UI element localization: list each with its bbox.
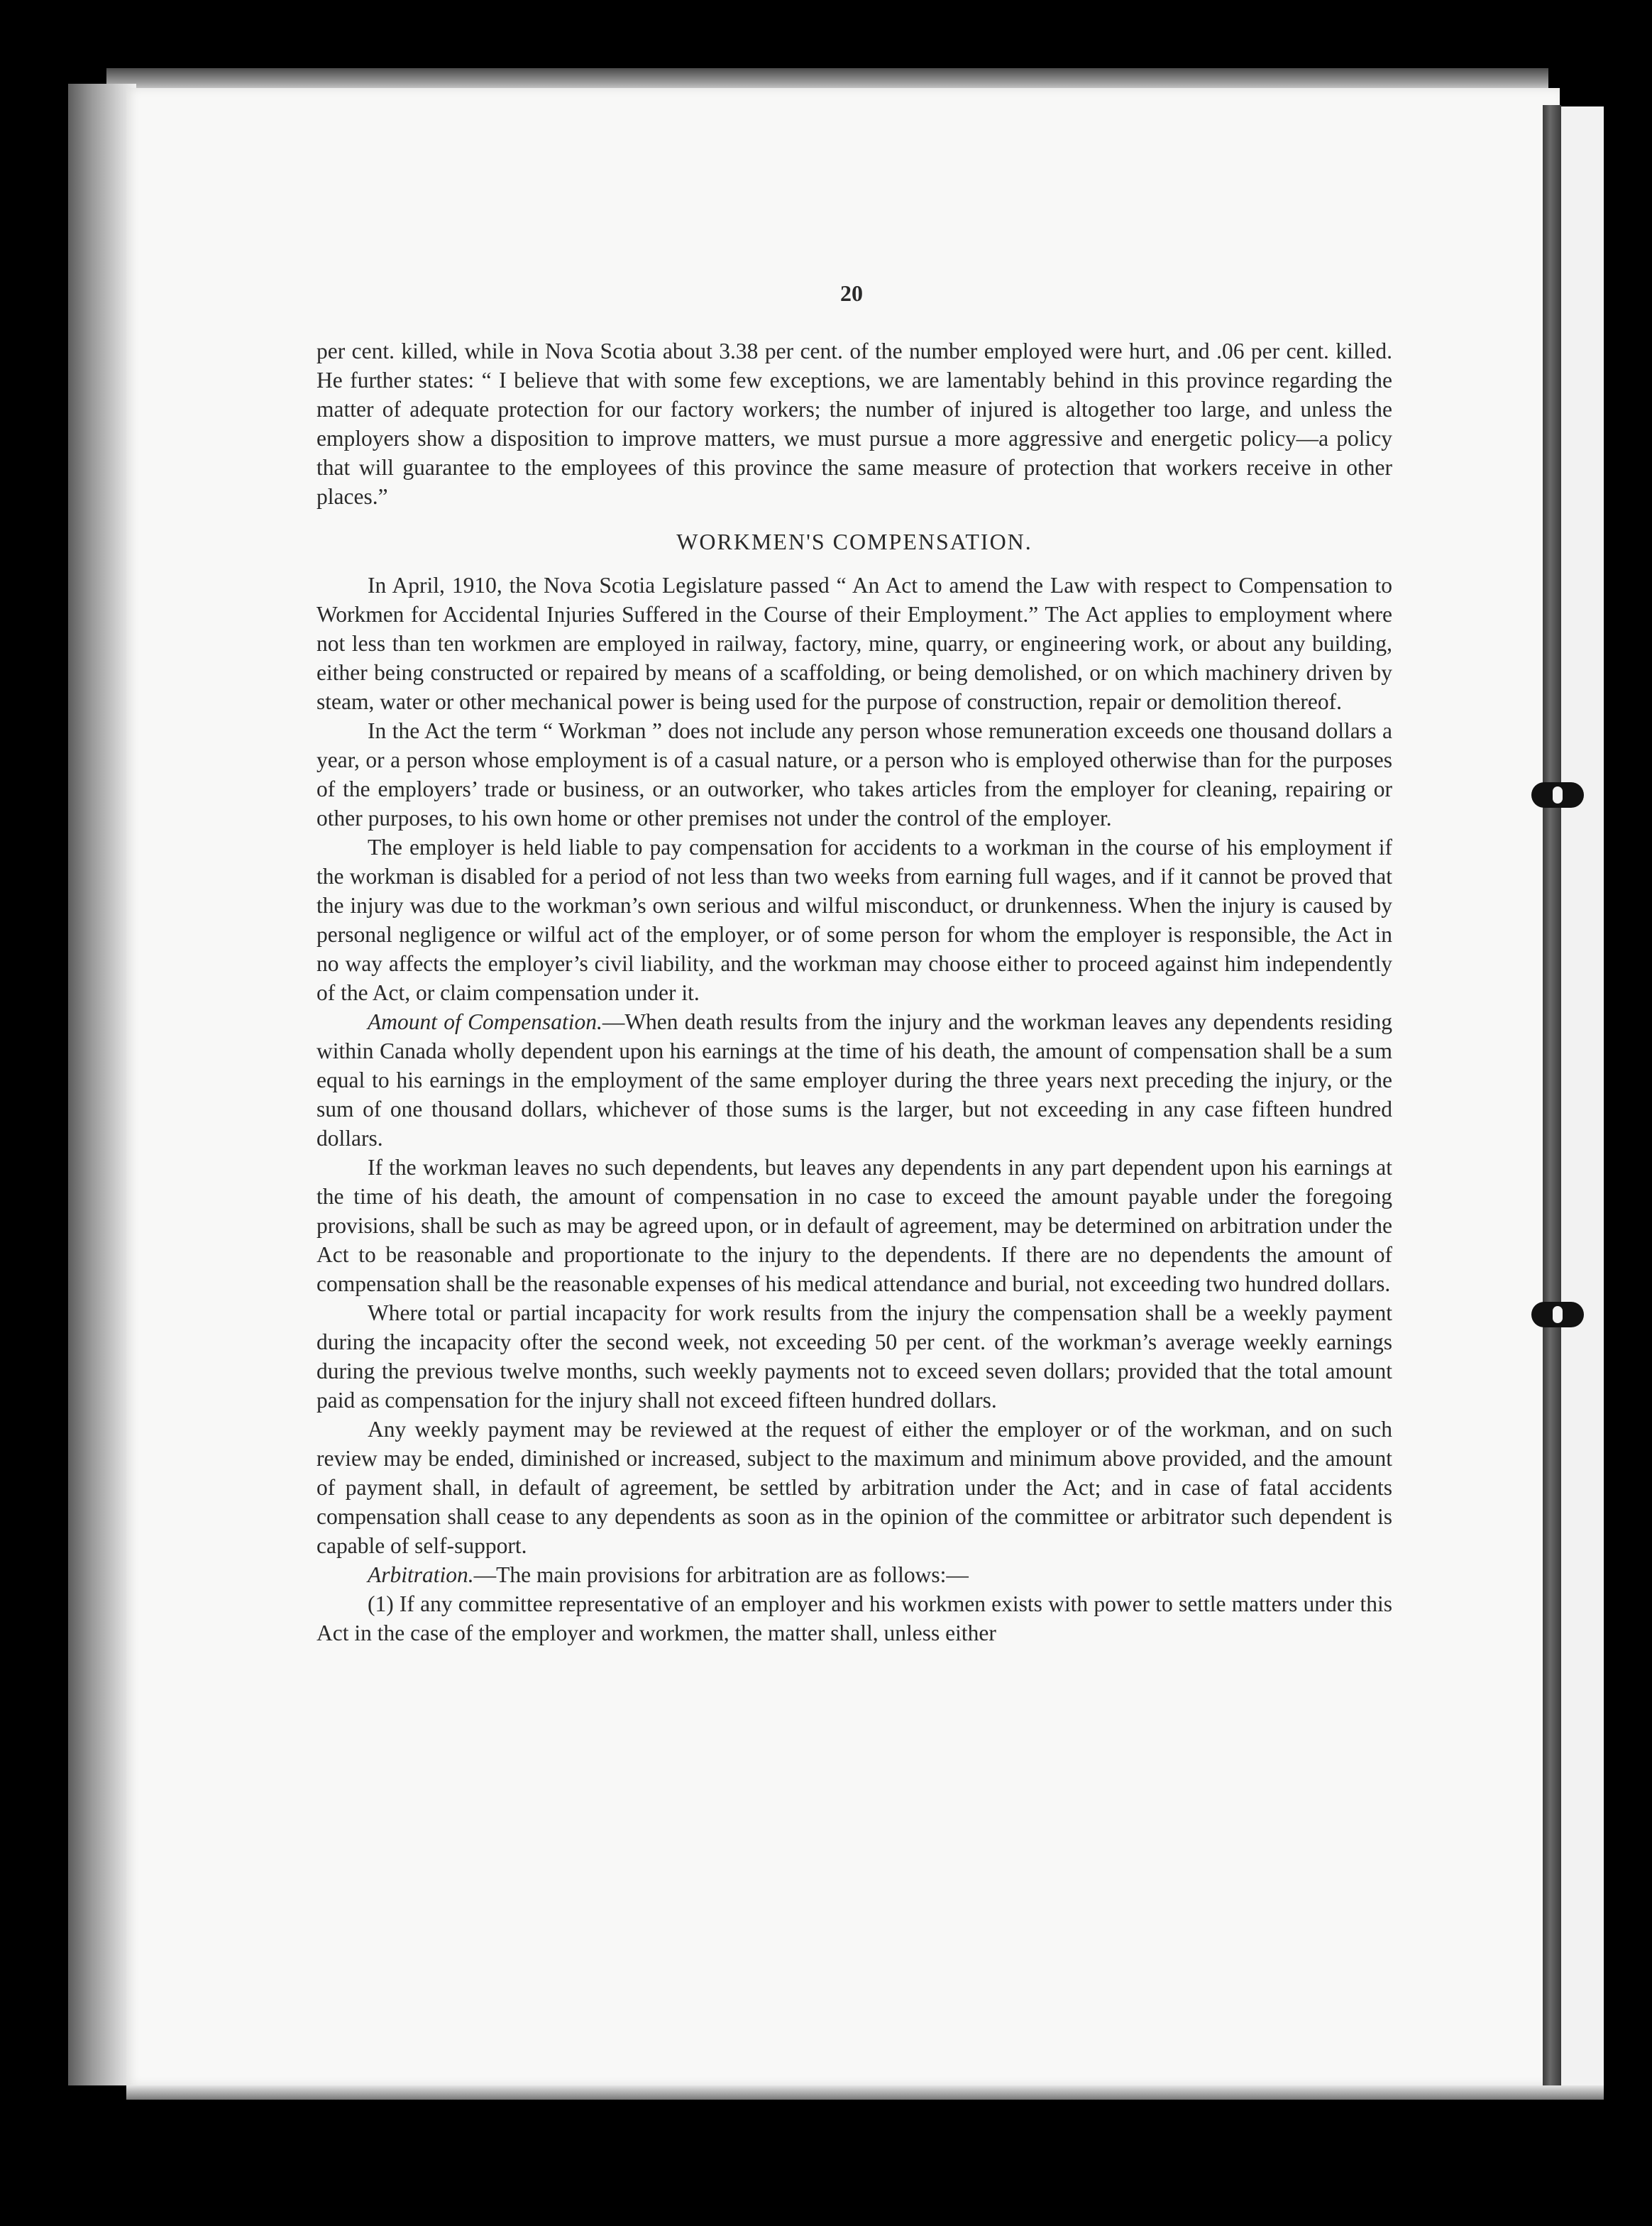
section-heading: WORKMEN'S COMPENSATION. [676,529,1032,554]
paragraph-text: Where total or partial incapacity for work results from the injury the compensation shall be a weekly payment during the incapacity ofter the second week, not exceeding 50 per cent. of the workman’s average weekly earnings during the previous twelve months, such weekly payments not to exceed seven dollars; provided that the total amount paid as compensation for the injury shall not exceed fifteen hundred dollars. [316,1300,1392,1413]
body-paragraph [316,716,1392,833]
paragraph-text: In April, 1910, the Nova Scotia Legislature passed “ An Act to amend the Law with respect to Compensation to Workmen for Accidental Injuries Suffered in the Course of their Employment.” The Act applies to employment where not less than ten workmen are employed in railway, factory, mine, quarry, or engineering work, or about any building, either being constructed or repaired by means of a scaffolding, or being demolished, or on which machinery driven by steam, water or other mechanical power is being used for the purpose of construction, repair or demolition thereof. [316,573,1392,714]
body-paragraph [316,833,1392,1007]
binder-ring-icon [1531,1302,1584,1327]
binder-spine [1543,105,1561,2085]
paragraph-lead: Amount of Compensation. [368,1009,602,1034]
paragraph-lead: Arbitration. [368,1562,474,1587]
body-paragraph [316,1560,1392,1589]
page-bottom-edge [126,2085,1604,2100]
body-paragraph [316,1589,1392,1647]
body-paragraph [316,1153,1392,1298]
paragraph-text: If the workman leaves no such dependents, but leaves any dependents in any part dependent upon his earnings at the time of his death, the amount of compensation in no case to exceed the amount payable under the foregoing provisions, shall be such as may be agreed upon, or in default of agreement, may be determined on arbitration under the Act to be reasonable and proportionate to the injury to the dependents. If there are no dependents the amount of compensation shall be the reasonable expenses of his medical attendance and burial, not exceeding two hundred dollars. [316,1155,1392,1296]
paragraph-text: —The main provisions for arbitration are as follows:— [473,1562,969,1587]
page-number: 20 [840,280,863,306]
paragraph-text: In the Act the term “ Workman ” does not include any person whose remuneration exceeds one thousand dollars a year, or a person whose employment is of a casual nature, or a person who is employed otherwise than for the purposes of the employers’ trade or business, or an outworker, who takes articles from the employer for cleaning, repairing or other purposes, to his own home or other premises not under the control of the employer. [316,718,1392,830]
paragraph-text: The employer is held liable to pay compensation for accidents to a workman in the course of his employment if the workman is disabled for a period of not less than two weeks from earning full wages, and if it cannot be proved that the injury was due to the workman’s own serious and wilful misconduct, or drunkenness. When the injury is caused by personal negligence or wilful act of the employer, or of some person for whom the employer is responsible, the Act in no way affects the employer’s civil liability, and the workman may choose either to proceed against him independently of the Act, or claim compensation under it. [316,835,1392,1005]
body-paragraph [316,1007,1392,1153]
paragraph-text: —When death results from the injury and the workman leaves any dependents residing within Canada wholly dependent upon his earnings at the time of his death, the amount of compensation shall be a sum equal to his earnings in the employment of the same employer during the three years next preceding the injury, or the sum of one thousand dollars, whichever of those sums is the larger, but not exceeding in any case fifteen hundred dollars. [316,1009,1392,1151]
body-paragraph [316,1415,1392,1560]
paragraph-text: Any weekly payment may be reviewed at the request of either the employer or of the workman, and on such review may be ended, diminished or increased, subject to the maximum and minimum above provided, and the amount of payment shall, in default of agreement, be settled by arbitration under the Act; and in case of fatal accidents compensation shall cease to any dependents as soon as in the opinion of the committee or arbitrator such dependent is capable of self-support. [316,1417,1392,1558]
page-body [316,336,1392,1647]
binder-ring-icon [1531,782,1584,808]
paragraph-text: (1) If any committee representative of an employer and his workmen exists with power to settle matters under this Act in the case of the employer and workmen, the matter shall, unless either [316,1591,1392,1645]
body-paragraph [316,571,1392,716]
body-paragraph [316,1298,1392,1415]
intro-paragraph: per cent. killed, while in Nova Scotia about 3.38 per cent. of the number employed were hurt, and .06 per cent. killed. He further states: “ I believe that with some few exceptions, we are lamentably behind in this province regarding the matter of adequate protection for our factory workers; the number of injured is altogether too large, and unless the employers show a disposition to improve matters, we must pursue a more aggressive and energetic policy—a policy that will guarantee to the employees of this province the same measure of protection that workers receive in other places.” [316,339,1392,509]
adjacent-page-edge [1561,106,1604,2085]
